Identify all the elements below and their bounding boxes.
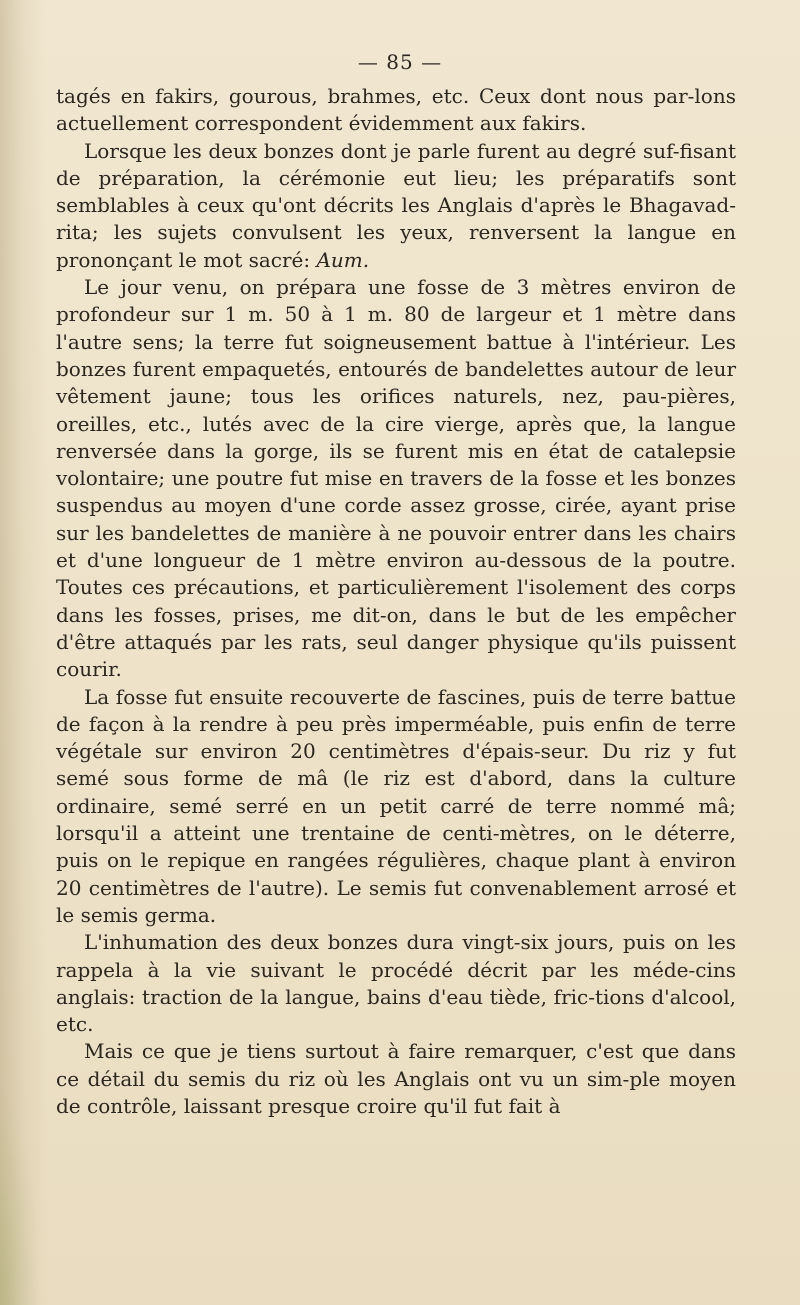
paragraph-2 bbox=[56, 138, 736, 274]
paragraph-2-text: Lorsque les deux bonzes dont je parle furent au degré suf-fisant de préparation, la cérémonie eut lieu; les préparatifs sont semblables à ceux qu'ont décrits les Anglais d'après le Bhagavad-rita; les sujets convulsent les yeux, renversent la langue en prononçant le mot sacré: bbox=[56, 138, 736, 272]
body-text bbox=[56, 83, 736, 1120]
page-edge-stain bbox=[0, 1085, 40, 1305]
sacred-word: Aum. bbox=[316, 247, 370, 272]
paragraph-5: L'inhumation des deux bonzes dura vingt-six jours, puis on les rappela à la vie suivant le procédé décrit par les méde-cins anglais: traction de la langue, bains d'eau tiède, fric-tions d'alcool, etc. bbox=[56, 930, 736, 1037]
paragraph-6: Mais ce que je tiens surtout à faire remarquer, c'est que dans ce détail du semis du riz où les Anglais ont vu un sim-ple moyen de contrôle, laissant presque croire qu'il fut fait à bbox=[56, 1039, 736, 1118]
paragraph-3: Le jour venu, on prépara une fosse de 3 mètres environ de profondeur sur 1 m. 50 à 1 m. 80 de largeur et 1 mètre dans l'autre sens; la terre fut soigneusement battue à l'intérieur. Les bonzes furent empaquetés, entourés de bandelettes autour de leur vêtement jaune; tous les orifices naturels, nez, pau-pières, oreilles, etc., lutés avec de la cire vierge, après que, la langue renversée dans la gorge, ils se furent mis en état de catalepsie volontaire; une poutre fut mise en travers de la fosse et les bonzes suspendus au moyen d'une corde assez grosse, cirée, ayant prise sur les bandelettes de manière à ne pouvoir entrer dans les chairs et d'une longueur de 1 mètre environ au-dessous de la poutre. Toutes ces précautions, et particulièrement l'isolement des corps dans les fosses, prises, me dit-on, dans le but de les empêcher d'être attaqués par les rats, seul danger physique qu'ils puissent courir. bbox=[56, 275, 736, 682]
paragraph-1: tagés en fakirs, gourous, brahmes, etc. Ceux dont nous par-lons actuellement correspondent évidemment aux fakirs. bbox=[56, 84, 736, 136]
paragraph-4: La fosse fut ensuite recouverte de fascines, puis de terre battue de façon à la rendre à peu près imperméable, puis enfin de terre végétale sur environ 20 centimètres d'épais-seur. Du riz y fut semé sous forme de mâ (le riz est d'abord, dans la culture ordinaire, semé serré en un petit carré de terre nommé mâ; lorsqu'il a atteint une trentaine de centi-mètres, on le déterre, puis on le repique en rangées régulières, chaque plant à environ 20 centimètres de l'autre). Le semis fut convenablement arrosé et le semis germa. bbox=[56, 684, 736, 927]
page-number: — 85 — bbox=[357, 50, 443, 74]
